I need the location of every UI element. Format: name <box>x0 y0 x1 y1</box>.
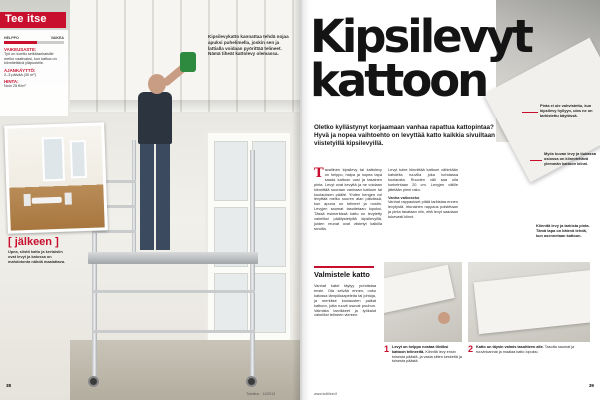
scaffold-post <box>250 150 255 380</box>
body-column-2: Levyt tulee kiinnittää kattoon vähintään kahdella ruuvilla joka kohdassa koolausta. Ruuvien väli saa olla korkeintaan 20 cm. Levyjen välille jätetään pieni rako. Vanha valkoseko Vanhat rappaukset pitää tarkistaa ennen levytystä. Irtonainen rappaus poistetaan ja pinta tasataan niin, että levyt saadaan tukevasti kiinni. <box>388 167 458 220</box>
body-column-3: Vanhat katot täytyy puhdistaa ensin. Ota selvää ennen, onko katossa lämpökaapeleita tai johtoja, ja merkitse koolausten paikat kattoon, jotta ruuvit osuvat puuhun. Valmista tarvikkeet ja työkalut valmiiksi telineen viereen. <box>314 283 376 318</box>
step-2-photo <box>468 262 590 342</box>
wheel-icon <box>246 376 257 387</box>
info-heading-difficulty: VAIKEUSASTE: <box>4 47 37 52</box>
side-caption: Kiinnitä levy ja tarkista pinta. Tämä tapa on kätevä tehdä, kun asennetaan kattoon. <box>536 223 590 238</box>
wheel-icon <box>88 376 99 387</box>
page-number-right: 39 <box>588 383 594 388</box>
photo-caption: Kipsilevykatto kannattaa tehdä nojaa apuksi puhelimella, joskin sen ja lattialla voidaan pyörittää telineet. Nämä tiheät kattolevy olemassa. <box>208 34 289 57</box>
section-heading: Valmistele katto <box>314 266 374 279</box>
side-caption: Pinta ei ole vahvistettu, kun kipsilevy hyllyyn, ulos ne on tarkistettu käytössä. <box>540 103 593 118</box>
inset-photo <box>4 122 108 233</box>
glass-door <box>205 130 293 345</box>
info-text-time: 2–3 päivää (30 m²) <box>4 72 36 77</box>
subheading: Vanha valkoseko <box>388 194 420 200</box>
info-box <box>0 30 68 116</box>
page-number-left: 38 <box>6 383 12 388</box>
spine-gutter <box>292 0 310 400</box>
chair <box>65 192 72 204</box>
footer-issue: Toimitus · 11/2013 <box>246 392 276 396</box>
table <box>32 197 62 204</box>
worker-body <box>138 92 172 144</box>
body-column-1: T avallinen kipsilevy tai kattolevy on helppo, halpa ja nopea tapa saada kattoon uusi ja tasainen pinta. Levyt ovat kevyitä ja ne voidaan kiinnittää suoraan vanhaan kattoon tai koolauksen päälle. Yhden hengen voi levyttää melko suuren alan päivässä, kun apuna on telineet ja nostin. Levyjen saumat tasoitetaan lopuksi. Tässä esimerkissä katto on levytetty valmiiksi päällystetyillä kipsilevyillä, joiden reunat ovat viistetyt kaikilla sivuilla. <box>314 166 382 231</box>
floor <box>70 340 300 400</box>
scaffold-platform <box>88 252 258 264</box>
info-text-price: Noin 25 €/m² <box>4 84 26 89</box>
step-1-text: Levyt on helppo nostaa tiiviiksi kattoon telineeltä. Kiinnitä levy ensin toisesta päästä, ja vasta sitten keskeltä ja toisesta päästä. <box>392 345 462 364</box>
lead-paragraph: Oletko kyllästynyt korjaamaan vanhaa rapattua kattopintaa? Hyvä ja nopea vaihtoehto on levyttää katto kaikkia sivuiltaan viistetyillä kipsilevyillä. <box>314 124 495 148</box>
footer-url: www.kotiliesi.fi <box>314 392 338 396</box>
side-caption: Myös kuvan levy ja tiukassa osiossa on kiinnitettävä ylemmän kattoon kiinni. <box>544 151 596 166</box>
info-text-difficulty: Työ on koettu selkärankaisille melko vaativaksi, kun kattoa on kiinnitettävä yläpuolelle. <box>4 52 57 66</box>
info-heading-price: HINTA: <box>4 79 19 85</box>
difficulty-scale <box>4 41 64 44</box>
step-1-photo <box>384 262 462 342</box>
step-2-text: Katto on täysin valmis tasoitteen alle. Tasoita saumat ja ruuvinkannat ja maalaa katto lopuksi. <box>476 345 575 354</box>
difficulty-scale-labels: HELPPO VAIKEA <box>4 36 64 40</box>
after-heading: [ jälkeen ] <box>8 236 59 248</box>
after-caption: Upea, siistit katto ja kertaisiin ovat levyt ja katossa on mahdotonta nähdä maalattava. <box>8 249 66 264</box>
step-2-number: 2 <box>468 344 474 354</box>
drop-cap: T <box>314 166 324 181</box>
worker-legs <box>140 142 170 250</box>
page-title-line-2: kattoon <box>310 54 487 107</box>
info-heading-time: AJANKÄYTTÖ: <box>4 67 36 73</box>
worker-head <box>438 312 450 324</box>
step-1-number: 1 <box>384 344 390 354</box>
page-title-line-1: Kipsilevyt <box>310 10 531 63</box>
section-tag-label: Tee itse <box>5 13 47 25</box>
chair <box>24 194 31 206</box>
right-page <box>300 0 600 400</box>
scaffold-post <box>132 140 136 252</box>
drill-icon <box>180 52 196 72</box>
